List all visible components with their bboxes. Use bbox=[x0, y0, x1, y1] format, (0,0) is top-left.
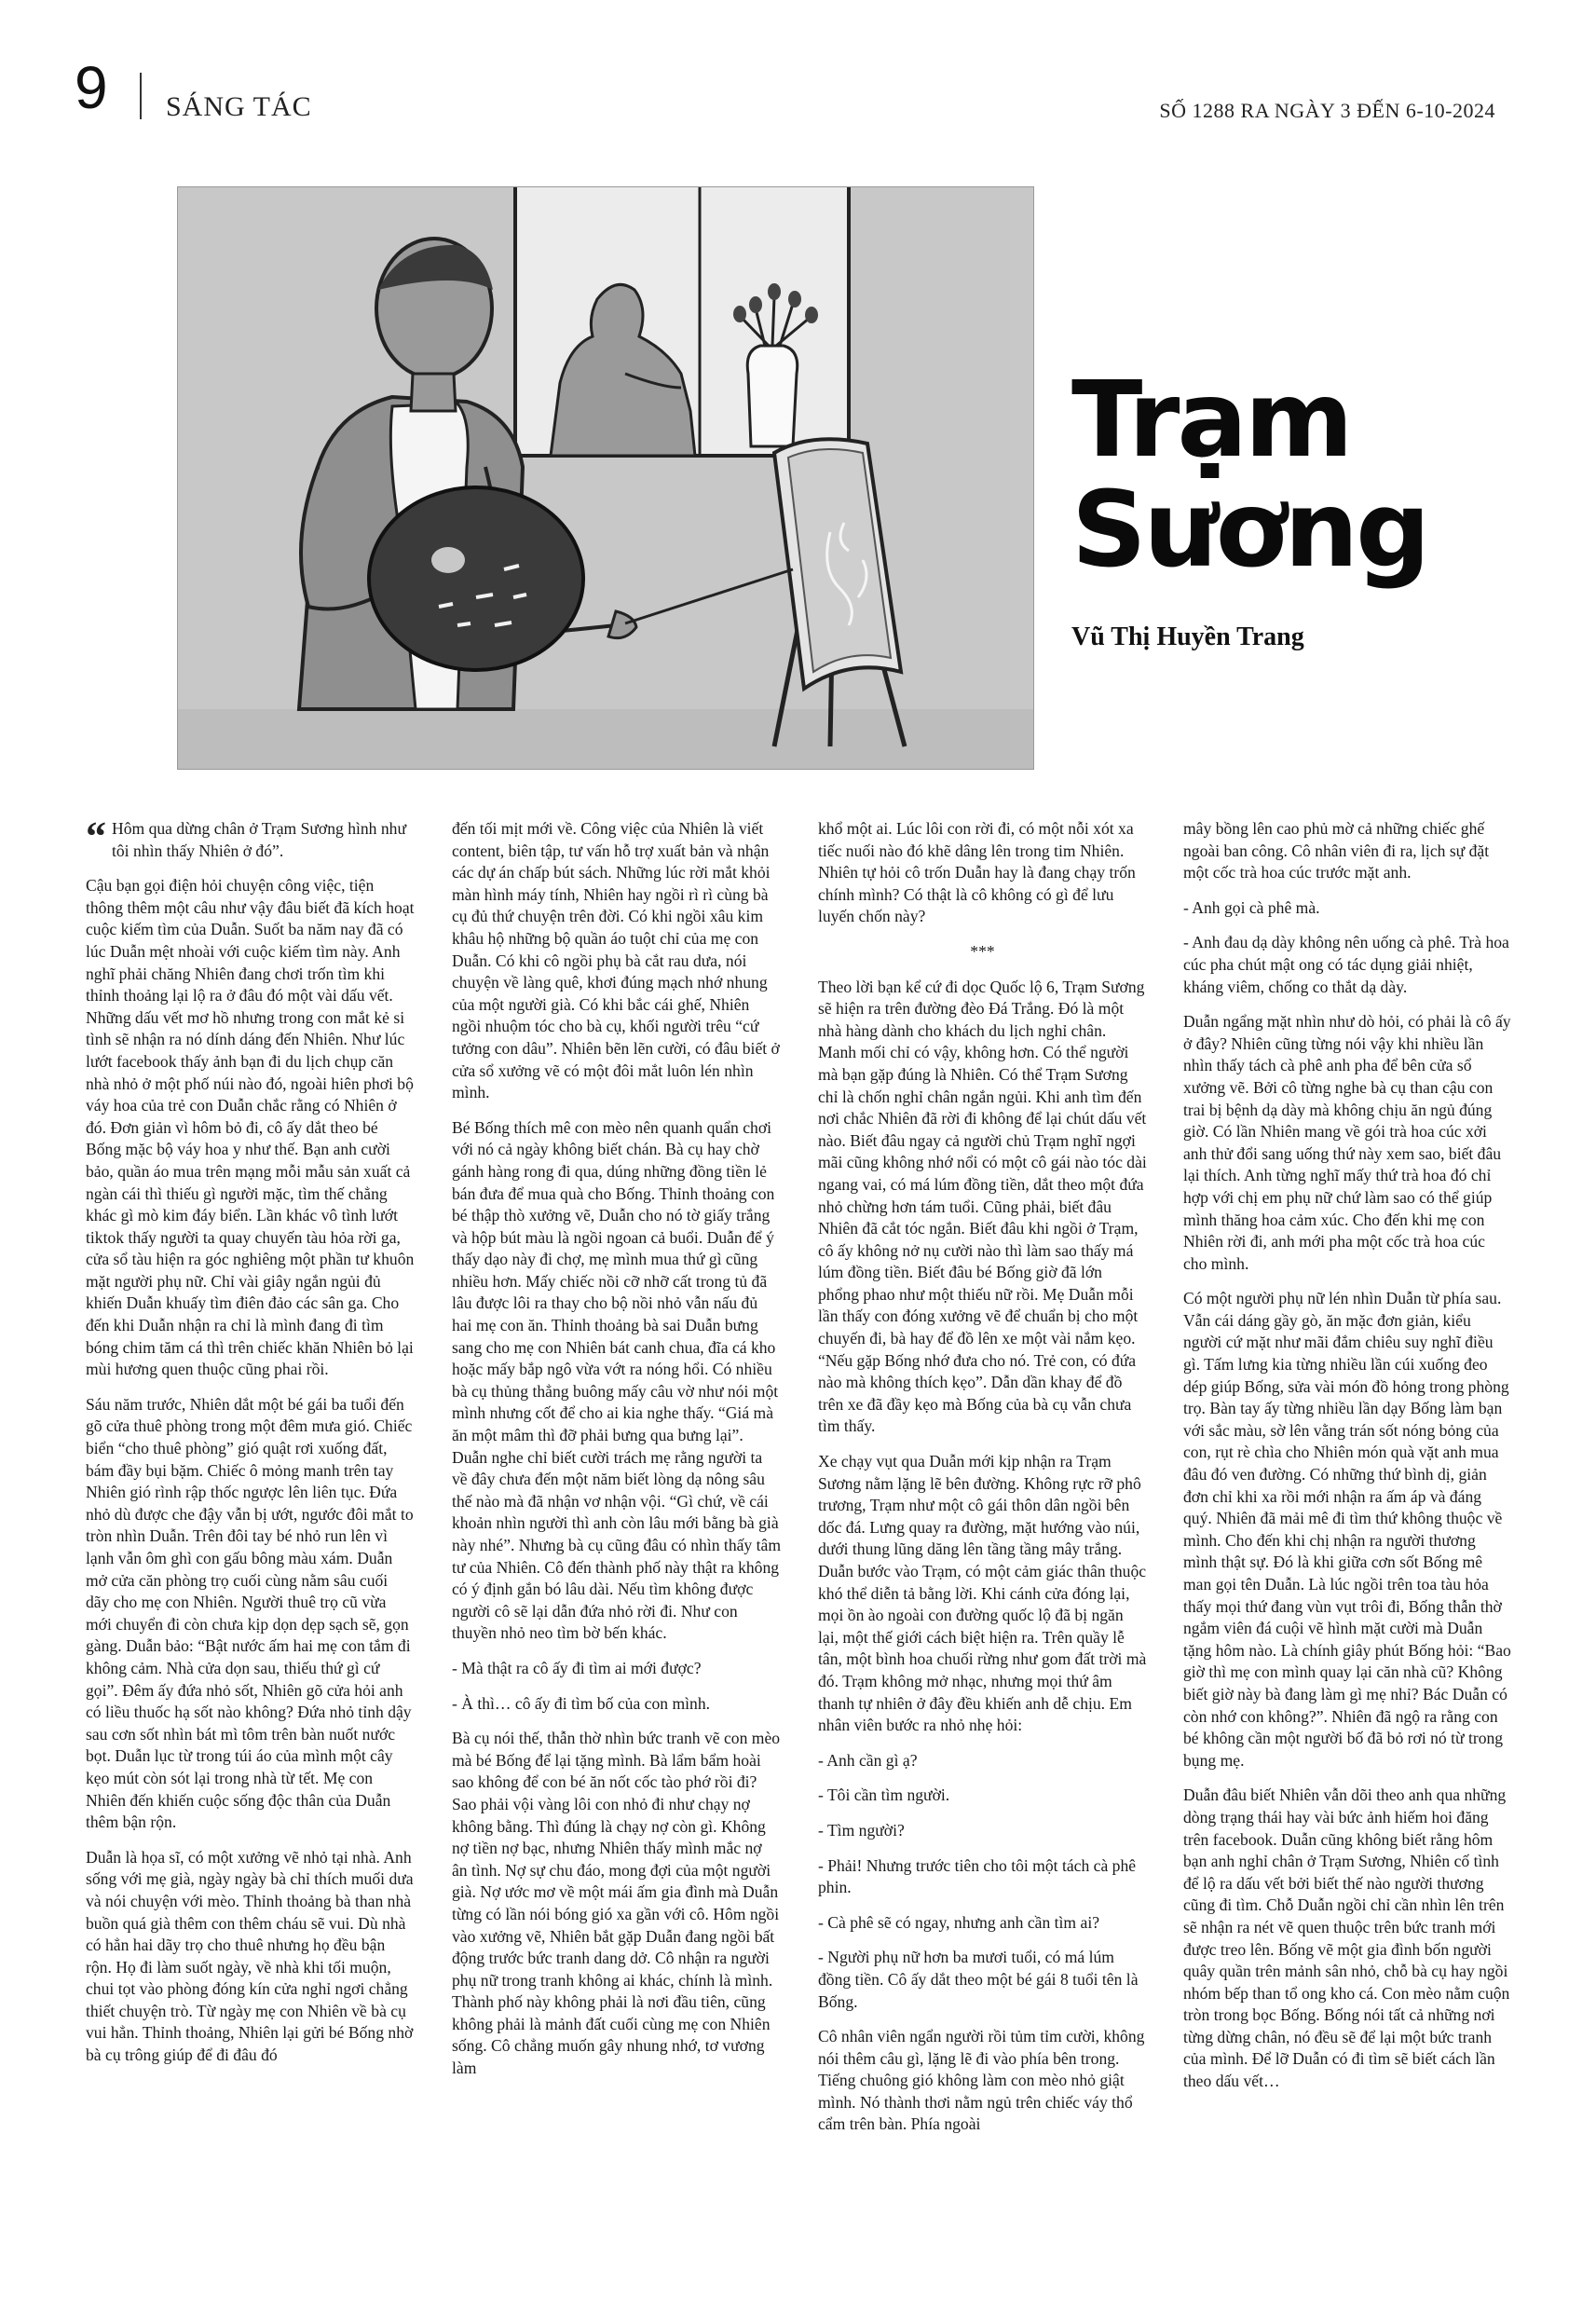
painter-illustration-icon bbox=[177, 186, 1034, 770]
dialogue-line: - Tôi cần tìm người. bbox=[818, 1785, 950, 1805]
dialogue-line: - Tìm người? bbox=[818, 1820, 905, 1840]
paragraph: khổ một ai. Lúc lôi con rời đi, có một nỗi xót xa tiếc nuối nào đó khẽ dâng lên trong tim Nhiên. Nhiên tự hỏi cô trốn Duẫn hay là đang chạy trốn chính mình? Có thật là cô không có gì để lưu luyến chốn này? bbox=[818, 819, 1136, 926]
title-line-2: Sương bbox=[1071, 470, 1428, 591]
dialogue-line: - Anh đau dạ dày không nên uống cà phê. Trà hoa cúc pha chút mật ong có tác dụng giải nhiệt, kháng viêm, chống co thắt dạ dày. bbox=[1183, 933, 1509, 996]
paragraph: Duẫn là họa sĩ, có một xưởng vẽ nhỏ tại nhà. Anh sống với mẹ già, ngày ngày bà chỉ thích muối dưa và nói chuyện với mèo. Thỉnh thoảng bà than nhà buồn quá già thêm con thêm cháu sẽ vui. Dù nhà có hẳn hai dãy trọ cho thuê nhưng họ đều bận rộn. Họ đi làm suốt ngày, về nhà khi tối muộn, chui tọt vào phòng đóng kín cửa nghỉ ngơi chẳng thiết chuyện trò. Từ ngày mẹ con Nhiên về bà cụ vui hẳn. Thỉnh thoảng, Nhiên lại gửi bé Bống nhờ bà cụ trông giúp để đi đâu đó bbox=[86, 1847, 414, 2065]
paragraph: Cô nhân viên ngẩn người rồi tủm tỉm cười, không nói thêm câu gì, lặng lẽ đi vào phía bên trong. Tiếng chuông gió không làm con mèo nhỏ giật mình. Nó thành thơi nằm ngủ trên chiếc váy thổ cẩm trên bàn. Phía ngoài bbox=[818, 2027, 1145, 2134]
paragraph: Duẫn ngẩng mặt nhìn như dò hỏi, có phải là cô ấy ở đây? Nhiên cũng từng nói vậy khi nhiều lần nhìn thấy tách cà phê anh pha để bên cửa sổ xưởng vẽ. Bởi cô từng nghe bà cụ than cậu con trai bị bệnh dạ dày mà không chịu ăn ngủ đúng giờ. Có lần Nhiên mang về gói trà hoa cúc xởi anh thử đổi sang uống thứ này xem sao, biết đâu lại thích. Anh từng nghĩ mấy thứ trà hoa đó chỉ hợp với chị em phụ nữ chứ làm sao có thể giúp mình thăng hoa cảm xúc. Cho đến khi mẹ con Nhiên rời đi, anh mới pha một cốc trà hoa cúc cho mình. bbox=[1183, 1012, 1511, 1273]
paragraph: Có một người phụ nữ lén nhìn Duẫn từ phía sau. Vẫn cái dáng gầy gò, ăn mặc đơn giản, kiểu người cứ mặt như mãi đắm chiêu suy nghĩ điều gì. Tấm lưng kia từng nhiều lần cúi xuống đeo dép giúp Bống, sửa vài món đồ hỏng trong phòng trọ. Bàn tay ấy từng nhiều lần dạy Bống làm bạn với sắc màu, sờ lên vằng trán sốt nóng bỏng của con, rụt rè chìa cho Nhiên món quà vặt anh mua đâu đó ven đường. Có những thứ bình dị, giản đơn chỉ khi xa rồi mới nhận ra ấm áp và đáng quý. Nhiên đã mải mê đi tìm thứ không thuộc về mình. Cho đến khi chị nhận ra người thương mình thật sự. Đó là khi giữa cơn sốt Bống mê man gọi tên Duẫn. Là lúc ngồi trên toa tàu hỏa thấy mọi thứ đang vùn vụt trôi đi, Bống thẫn thờ ngắm viên đá cuội vẽ hình mặt cười mà Duẫn tặng hôm nào. Là chính giây phút Bống hỏi: “Bao giờ thì mẹ con mình quay lại căn nhà cũ? Không biết giờ này bà đang làm gì mẹ nhỉ? Bác Duẫn có còn nhớ con không?”. Nhiên đã ngộ ra rằng con bé không cần một người bố đã bỏ rơi nó từ trong bụng mẹ. bbox=[1183, 1289, 1511, 1770]
paragraph: Bà cụ nói thế, thẫn thờ nhìn bức tranh vẽ con mèo mà bé Bống để lại tặng mình. Bà lẩm bẩm hoài sao không để con bé ăn nốt cốc tào phớ rồi đi? Sao phải vội vàng lôi con nhỏ đi như chạy nợ không bằng. Thì đúng là chạy nợ còn gì. Không nợ tiền nợ bạc, nhưng Nhiên thấy mình mắc nợ ân tình. Nợ sự chu đáo, mong đợi của một người già. Nợ ước mơ về một mái ấm gia đình mà Duẫn từng có lần nói bóng gió xa gần với cô. Hôm ngồi vào xưởng vẽ, Nhiên bắt gặp Duẫn đang ngồi bất động trước bức tranh dang dở. Cô nhận ra người phụ nữ trong tranh không ai khác, chính là mình. Thành phố này không phải là nơi đầu tiên, cũng không phải là mảnh đất cuối cùng mẹ con Nhiên sống. Cô chẳng muốn gây nhung nhớ, tơ vương làm bbox=[452, 1729, 781, 2078]
title-line-1: Trạm bbox=[1071, 360, 1351, 481]
dialogue-line: - Phải! Nhưng trước tiên cho tôi một tách cà phê phin. bbox=[818, 1855, 1137, 1897]
dialogue-line: - Người phụ nữ hơn ba mươi tuổi, có má lúm đồng tiền. Cô ấy dắt theo một bé gái 8 tuổi tên là Bống. bbox=[818, 1948, 1139, 2011]
dialogue-line: - Cà phê sẽ có ngay, nhưng anh cần tìm ai? bbox=[818, 1912, 1100, 1932]
column-2 bbox=[452, 818, 781, 2093]
paragraph: - À thì… cô ấy đi tìm bố của con mình. bbox=[452, 1693, 711, 1713]
paragraph: Theo lời bạn kể cứ đi dọc Quốc lộ 6, Trạm Sương sẽ hiện ra trên đường đèo Đá Trắng. Đó là một nhà hàng dành cho khách du lịch nghỉ chân. Manh mối chỉ có vậy, không hơn. Có thể người mà bạn gặp đúng là Nhiên. Có thể Trạm Sương chỉ là chốn nghỉ chân ngắn ngủi. Khi anh tìm đến nơi chắc Nhiên đã rời đi không để lại chút dấu vết nào. Biết đâu ngay cả người chủ Trạm nghĩ ngợi mãi cũng không nhớ nổi có một cô gái nào tóc dài ngang vai, có má lúm đồng tiền, dắt theo một đứa nhỏ chừng hơn tám tuổi. Cũng phải, biết đâu Nhiên đã cắt tóc ngắn. Biết đâu khi ngồi ở Trạm, cô ấy không nở nụ cười nào thì làm sao thấy má lúm đồng tiền. Biết đâu bé Bống giờ đã lớn phổng phao như một thiếu nữ rồi. Mẹ Duẫn mỗi lần thấy con đóng xưởng vẽ để chuẩn bị cho một chuyến đi, bà hay để đồ lên xe một vài nắm kẹo. “Nếu gặp Bống nhớ đưa cho nó. Trẻ con, có đứa nào mà không thích kẹo”. Dẫn dần khay để đồ trên xe đã đầy kẹo mà Bống của bà cụ vẫn chưa tìm thấy. bbox=[818, 977, 1147, 1436]
dialogue-line: - Anh cần gì ạ? bbox=[818, 1750, 918, 1770]
paragraph: đến tối mịt mới về. Công việc của Nhiên là viết content, biên tập, tư vấn hỗ trợ xuất bản và nhận các dự án chấp bút sách. Những lúc rời mắt khỏi màn hình máy tính, Nhiên hay ngồi rì rì cùng bà cụ đủ thứ chuyện trên đời. Có khi ngồi xâu kim khâu hộ những bộ quần áo tuột chỉ của mẹ con Duẫn. Có khi cô ngồi phụ bà cắt rau dưa, nói chuyện về làng quê, khơi đúng mạch nhớ nhung của một người già. Có khi bắc cái ghế, Nhiên ngồi nhuộm tóc cho bà cụ, khối người trêu “cứ tưởng con dâu”. Nhiên bẽn lẽn cười, có đâu biết ở cửa sổ xưởng vẽ có một đôi mắt luôn lén nhìn mình. bbox=[452, 819, 780, 1102]
paragraph: Bé Bống thích mê con mèo nên quanh quẩn chơi với nó cả ngày không biết chán. Bà cụ hay chờ gánh hàng rong đi qua, dúng những đồng tiền lẻ bán đưa để mua quà cho Bống. Thỉnh thoảng con bé thập thò xưởng vẽ, Duẫn cho nó tờ giấy trắng và hộp bút màu là ngồi ngoan cả buổi. Duẫn để ý thấy dạo này đi chợ, mẹ mình mua thứ gì cũng nhiều hơn. Mấy chiếc nồi cỡ nhỡ cất trong tủ đã lâu được lôi ra thay cho bộ nồi nhỏ vẫn nấu đủ hai mẹ con ăn. Thỉnh thoảng bà sai Duẫn bưng sang cho mẹ con Nhiên bát canh chua, đĩa cá kho hoặc mấy bắp ngô vừa vớt ra nóng hổi. Có nhiều bà cụ thủng thẳng buông mấy câu vờ như nói một mình nhưng cốt để cho ai kia nghe thấy. “Giá mà ăn một mâm thì đỡ phải bưng qua bưng lại”. Duẫn nghe chỉ biết cười trách mẹ rằng người ta về đây chưa đến một năm biết lòng dạ nông sâu thế nào mà đã nhận vơ nhận vội. “Gì chứ, về cái khoản nhìn người thì anh còn lâu mới bằng bà già này nhé”. Nhưng bà cụ cũng đâu có nhìn thấy tâm tư của Nhiên. Cô đến thành phố này thật ra không có ý định gắn bó lâu dài. Nếu tìm không được người cô sẽ lại dẫn đứa nhỏ rời đi. Như con thuyền nhỏ neo tìm bờ bến khác. bbox=[452, 1117, 782, 1643]
header-divider bbox=[140, 73, 142, 119]
section-name: SÁNG TÁC bbox=[166, 91, 312, 122]
column-3 bbox=[818, 818, 1147, 2149]
dialogue-line: - Anh gọi cà phê mà. bbox=[1183, 897, 1320, 917]
issue-info: SỐ 1288 RA NGÀY 3 ĐẾN 6-10-2024 bbox=[1159, 99, 1495, 122]
article-author: Vũ Thị Huyền Trang bbox=[1071, 622, 1304, 651]
paragraph: mây bồng lên cao phủ mờ cả những chiếc ghế ngoài ban công. Cô nhân viên đi ra, lịch sự đặt một cốc trà hoa cúc trước mặt anh. bbox=[1183, 819, 1490, 882]
section-separator: *** bbox=[970, 941, 995, 961]
open-quote: “ bbox=[86, 814, 106, 859]
page-number: 9 bbox=[75, 54, 108, 121]
paragraph: Xe chạy vụt qua Duẫn mới kịp nhận ra Trạm Sương nằm lặng lẽ bên đường. Không rực rỡ phô trương, Trạm như một cô gái thôn dân ngồi bên dốc đá. Lưng quay ra đường, mặt hướng vào núi, dưới thung lũng dăng lên tầng tầng mây trắng. Duẫn bước vào Trạm, có một cảm giác thân thuộc khó thể diễn tả bằng lời. Khi cánh cửa đóng lại, mọi ồn ào ngoài con đường quốc lộ đã bị ngăn lại, một thế giới cách biệt hiện ra. Trên quầy lễ tân, một bình hoa chuối rừng như gom đất trời mà đó. Trạm không mở nhạc, nhưng mọi thứ âm thanh tự nhiên ở đây đều khiến anh dễ chịu. Em nhân viên bước ra nhỏ nhẹ hỏi: bbox=[818, 1452, 1147, 1735]
paragraph: “ Hôm qua dừng chân ở Trạm Sương hình như tôi nhìn thấy Nhiên ở đó”. bbox=[86, 814, 407, 860]
paragraph: Cậu bạn gọi điện hỏi chuyện công việc, tiện thông thêm một câu như vậy đâu biết đã kích hoạt cuộc kiếm tìm của Duẫn. Suốt ba năm nay đã có lúc Duẫn mệt nhoài với cuộc kiếm tìm này. Anh nghĩ phải chăng Nhiên đang chơi trốn tìm khi thỉnh thoảng lại lộ ra ở đâu đó một vài dấu vết. Những dấu vết mơ hồ nhưng trong con mắt kẻ si tình sẽ nhận ra nó dính dáng đến Nhiên. Như lúc lướt facebook thấy ảnh bạn đi du lịch chụp căn nhà nhỏ ở một phố núi nào đó, ngoài hiên phơi bộ váy hoa của trẻ con Duẫn chắc rằng có Nhiên ở đó. Đơn giản vì hôm bỏ đi, cô ấy dắt theo bé Bống mặc bộ váy hoa y như thế. Bạn anh cười bảo, quần áo mua trên mạng mỗi mẫu sản xuất cả ngàn cái thì thiếu gì người mặc, tìm thế chẳng khác gì mò kim đáy biển. Lần khác vô tình lướt tiktok thấy người ta quay chuyến tàu hỏa rời ga, cửa sổ tàu hiện ra góc nghiêng một phần tư khuôn mặt người phụ nữ. Chỉ vài giây ngắn ngủi đủ khiến Duẫn khuấy tìm điên đảo các sân ga. Cho đến khi Duẫn nhận ra chỉ là mình đang đi tìm bóng chim tăm cá thì trên chiếc khăn Nhiên bỏ lại mùi hương quen thuộc cũng phai rồi. bbox=[86, 876, 415, 1379]
paragraph: Duẫn đâu biết Nhiên vẫn dõi theo anh qua những dòng trạng thái hay vài bức ảnh hiếm hoi đăng trên facebook. Duẫn cũng không biết rằng hôm bạn anh nghỉ chân ở Trạm Sương, Nhiên cố tình để lộ ra dấu vết bởi biết thế nào người thương cũng đi tìm. Chỗ Duẫn ngồi chỉ cần nhìn lên trên sẽ nhận ra nét vẽ quen thuộc trên bức tranh mới được treo lên. Bống vẽ một gia đình bốn người quây quần trên mảnh sân nhỏ, chỗ bà cụ hay ngồi nhóm bếp than tổ ong kho cá. Con mèo nằm cuộn tròn trong bọc Bống. Bống nói tất cả những nơi từng dừng chân, nó đều sẽ để lại một bức tranh của mình. Để lỡ Duẫn có đi tìm sẽ biết cách lần theo dấu vết… bbox=[1183, 1785, 1510, 2091]
article-title bbox=[1071, 360, 1428, 591]
column-1 bbox=[86, 814, 415, 2080]
column-4 bbox=[1183, 818, 1512, 2106]
paragraph: - Mà thật ra cô ấy đi tìm ai mới được? bbox=[452, 1658, 702, 1677]
paragraph: Sáu năm trước, Nhiên dắt một bé gái ba tuổi đến gõ cửa thuê phòng trong một đêm mưa gió. Chiếc biển “cho thuê phòng” gió quật rơi xuống đất, bám đầy bụi bặm. Chiếc ô mỏng manh trên tay Nhiên gió rình rập thốc ngược lên liên tục. Đứa nhỏ dù được che đậy vẫn bị ướt, ngước đôi mắt to tròn nhìn Duẫn. Trên đôi tay bé nhỏ run lên vì lạnh vẫn ôm ghì con gấu bông màu xám. Duẫn mở cửa căn phòng trọ cuối cùng nằm sâu cuối dãy cho mẹ con Nhiên. Người thuê trọ cũ vừa mới chuyển đi còn chưa kịp dọn dẹp sạch sẽ, gọn gàng. Duẫn bảo: “Bật nước ấm hai mẹ con tắm đi không cảm. Nhà cửa dọn sau, thiếu thứ gì cứ gọi”. Đêm ấy đứa nhỏ sốt, Nhiên gõ cửa hỏi anh có liều thuốc hạ sốt nào không? Đứa nhỏ tỉnh dậy sau cơn sốt nhìn bát mì tôm trên bàn nuốt nước bọt. Duẫn lục từ trong túi áo của mình một cây kẹo mút còn sót lại trong nhà từ tết. Mẹ con Nhiên đến khiến cuộc sống độc thân của Duẫn thêm bận rộn. bbox=[86, 1394, 414, 1832]
